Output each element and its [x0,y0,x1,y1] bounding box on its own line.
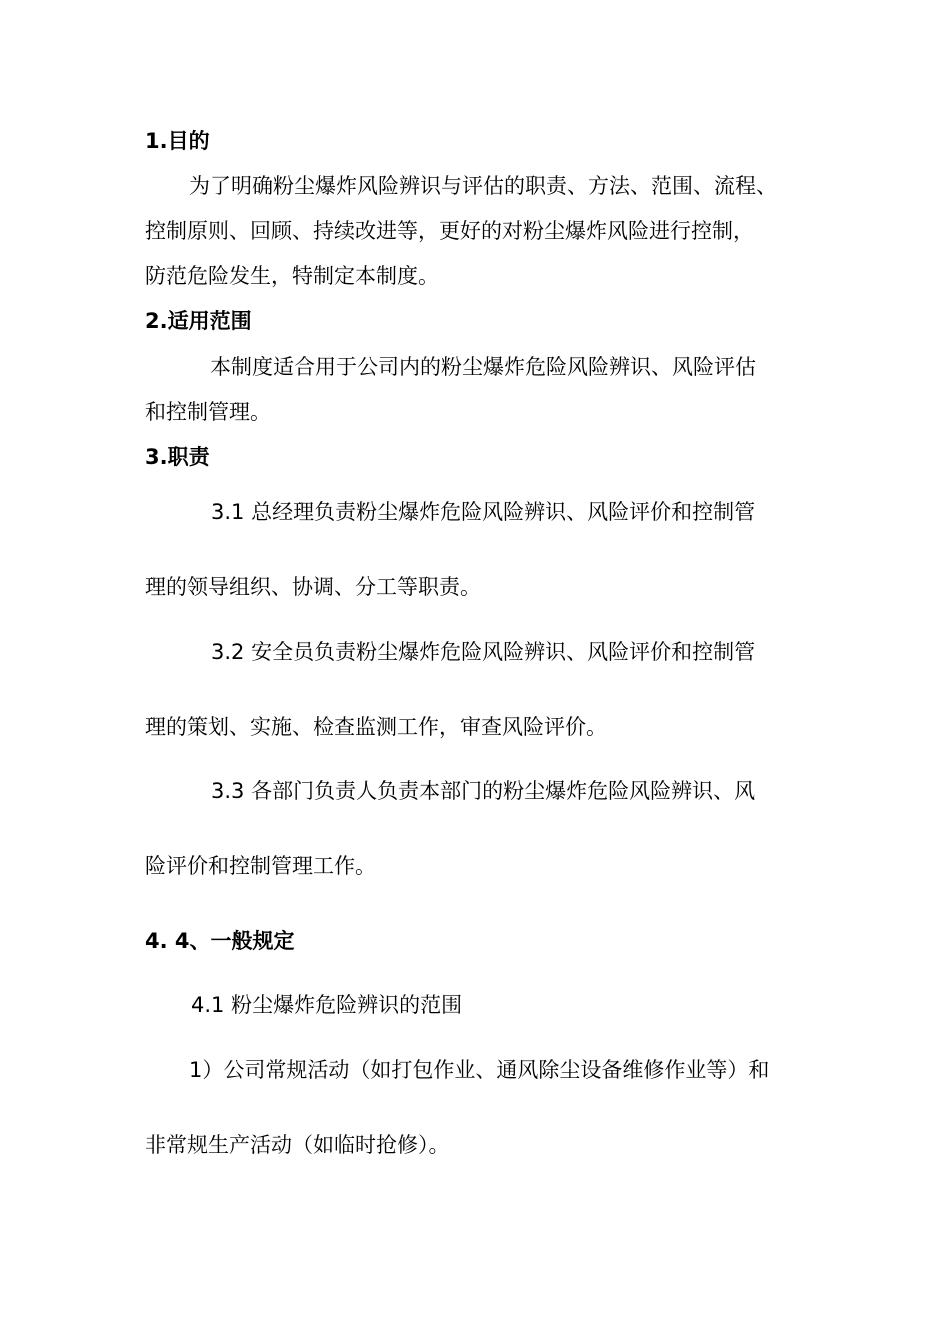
section-3-item-1-line-2: 理的领导组织、协调、分工等职责。 [145,575,481,599]
section-3-heading: 3.职责 [145,445,210,469]
section-2-line-1: 本制度适合用于公司内的粉尘爆炸危险风险辨识、风险评估 [210,355,756,379]
section-4-heading: 4. 4、一般规定 [145,929,295,953]
section-2-heading: 2.适用范围 [145,309,252,333]
section-3-item-2-line-2: 理的策划、实施、检查监测工作，审查风险评价。 [145,715,607,739]
section-3-item-2-line-1: 3.2 安全员负责粉尘爆炸危险风险辨识、风险评价和控制管 [211,640,756,664]
section-4-sub-1: 4.1 粉尘爆炸危险辨识的范围 [191,993,463,1017]
section-3-item-3-line-1: 3.3 各部门负责人负责本部门的粉尘爆炸危险风险辨识、风 [211,779,756,803]
section-4-item-1-line-2: 非常规生产活动（如临时抢修）。 [145,1133,450,1157]
section-2-line-2: 和控制管理。 [145,400,271,424]
section-1-heading: 1.目的 [145,129,210,153]
section-1-line-1: 为了明确粉尘爆炸风险辨识与评估的职责、方法、范围、流程、 [189,174,777,198]
section-3-item-1-line-1: 3.1 总经理负责粉尘爆炸危险风险辨识、风险评价和控制管 [211,500,756,524]
section-3-item-3-line-2: 险评价和控制管理工作。 [145,854,376,878]
section-4-item-1-line-1: 1）公司常规活动（如打包作业、通风除尘设备维修作业等）和 [189,1058,770,1082]
section-1-line-3: 防范危险发生，特制定本制度。 [145,264,439,288]
section-1-line-2: 控制原则、回顾、持续改进等，更好的对粉尘爆炸风险进行控制， [145,219,754,243]
